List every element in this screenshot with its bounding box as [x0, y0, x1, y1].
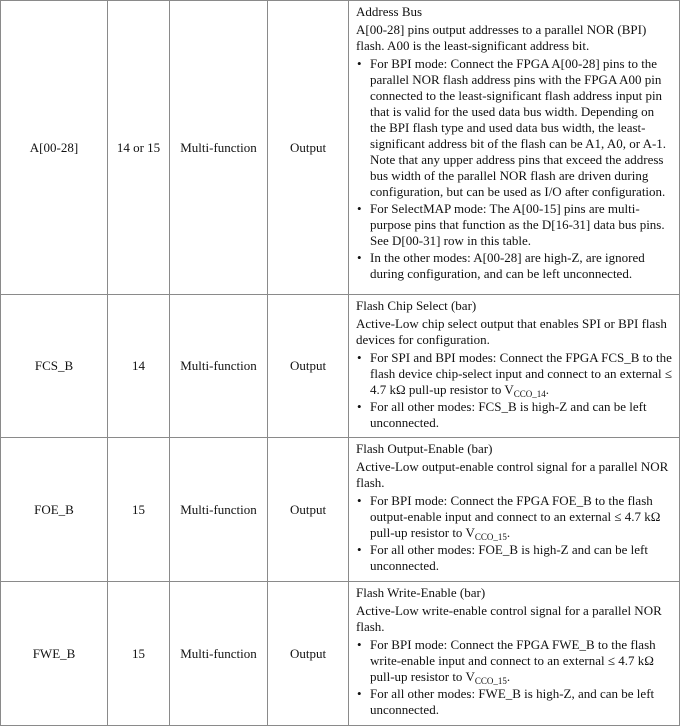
pin-direction: Output — [268, 1, 349, 295]
description-text: A[00-28] pins output addresses to a parallel NOR (BPI) flash. A00 is the least-significant address bit. — [356, 22, 647, 53]
pin-bank: 15 — [108, 438, 170, 582]
bullet-icon: • — [357, 250, 362, 265]
bullet-item: • For BPI mode: Connect the FPGA FOE_B to the flash output-enable input and connect to an external ≤ 4.7 kΩ pull-up resistor to $V_{CCO\_15}$. — [357, 493, 661, 542]
pin-type: Multi-function — [170, 438, 268, 582]
description-text: Active-Low chip select output that enables SPI or BPI flash devices for configuration. — [356, 316, 667, 347]
table-row — [1, 1, 680, 295]
pin-name: A[00-28] — [1, 1, 108, 295]
bullet-icon: • — [357, 637, 362, 652]
description-text: Active-Low write-enable control signal for a parallel NOR flash. — [356, 603, 662, 634]
pin-description — [349, 582, 680, 726]
pin-type: Multi-function — [170, 1, 268, 295]
pin-name: FCS_B — [1, 295, 108, 438]
pin-type: Multi-function — [170, 582, 268, 726]
bullet-icon: • — [357, 686, 362, 701]
description-title: Flash Chip Select (bar) — [356, 298, 477, 313]
bullet-icon: • — [357, 399, 362, 414]
bullet-item: • For SelectMAP mode: The A[00-15] pins are multi-purpose pins that function as the D[16-31] data bus pins. See D[00-31] row in this table. — [357, 201, 665, 248]
pin-direction: Output — [268, 582, 349, 726]
bullet-icon: • — [357, 350, 362, 365]
description-title: Flash Write-Enable (bar) — [356, 585, 486, 600]
bullet-list — [356, 56, 673, 282]
table-row — [1, 582, 680, 726]
pin-type: Multi-function — [170, 295, 268, 438]
pin-direction: Output — [268, 295, 349, 438]
table-row — [1, 438, 680, 582]
pin-name: FOE_B — [1, 438, 108, 582]
bullet-item: • For BPI mode: Connect the FPGA FWE_B to the flash write-enable input and connect to an external ≤ 4.7 kΩ pull-up resistor to $V_{CCO\_15}$. — [357, 637, 656, 686]
pin-bank: 14 — [108, 295, 170, 438]
bullet-list — [356, 493, 673, 574]
bullet-icon: • — [357, 56, 362, 71]
bullet-item: • For SPI and BPI modes: Connect the FPGA FCS_B to the flash device chip-select input and connect to an external ≤ 4.7 kΩ pull-up resistor to $V_{CCO\_14}$. — [357, 350, 673, 399]
bullet-item: • For all other modes: FOE_B is high-Z and can be left unconnected. — [357, 542, 649, 573]
bullet-list — [356, 350, 673, 431]
bullet-icon: • — [357, 201, 362, 216]
description-text: Active-Low output-enable control signal for a parallel NOR flash. — [356, 459, 669, 490]
description-title: Address Bus — [356, 4, 423, 19]
pin-bank: 15 — [108, 582, 170, 726]
bullet-item: • For all other modes: FWE_B is high-Z, and can be left unconnected. — [357, 686, 655, 717]
pin-description — [349, 1, 680, 295]
bullet-list — [356, 637, 673, 718]
pin-direction: Output — [268, 438, 349, 582]
bullet-item: • For BPI mode: Connect the FPGA A[00-28] pins to the parallel NOR flash address pins with the FPGA A00 pin connected to the least-significant flash address input pin that is valid for the used data bus width. Depending on the BPI flash type and used data bus width, the least-significant address bit of the flash can be A1, A0, or A-1. Note that any upper address pins that exceed the address bus width of the parallel NOR flash are driven during configuration, but can be used as I/O after configuration. — [357, 56, 667, 199]
description-title: Flash Output-Enable (bar) — [356, 441, 493, 456]
table-row — [1, 295, 680, 438]
pin-description — [349, 295, 680, 438]
pin-bank: 14 or 15 — [108, 1, 170, 295]
pin-name: FWE_B — [1, 582, 108, 726]
bullet-item: • For all other modes: FCS_B is high-Z and can be left unconnected. — [357, 399, 647, 430]
pin-description — [349, 438, 680, 582]
bullet-icon: • — [357, 542, 362, 557]
bullet-item: • In the other modes: A[00-28] are high-Z, are ignored during configuration, and can be left unconnected. — [357, 250, 645, 281]
bullet-icon: • — [357, 493, 362, 508]
